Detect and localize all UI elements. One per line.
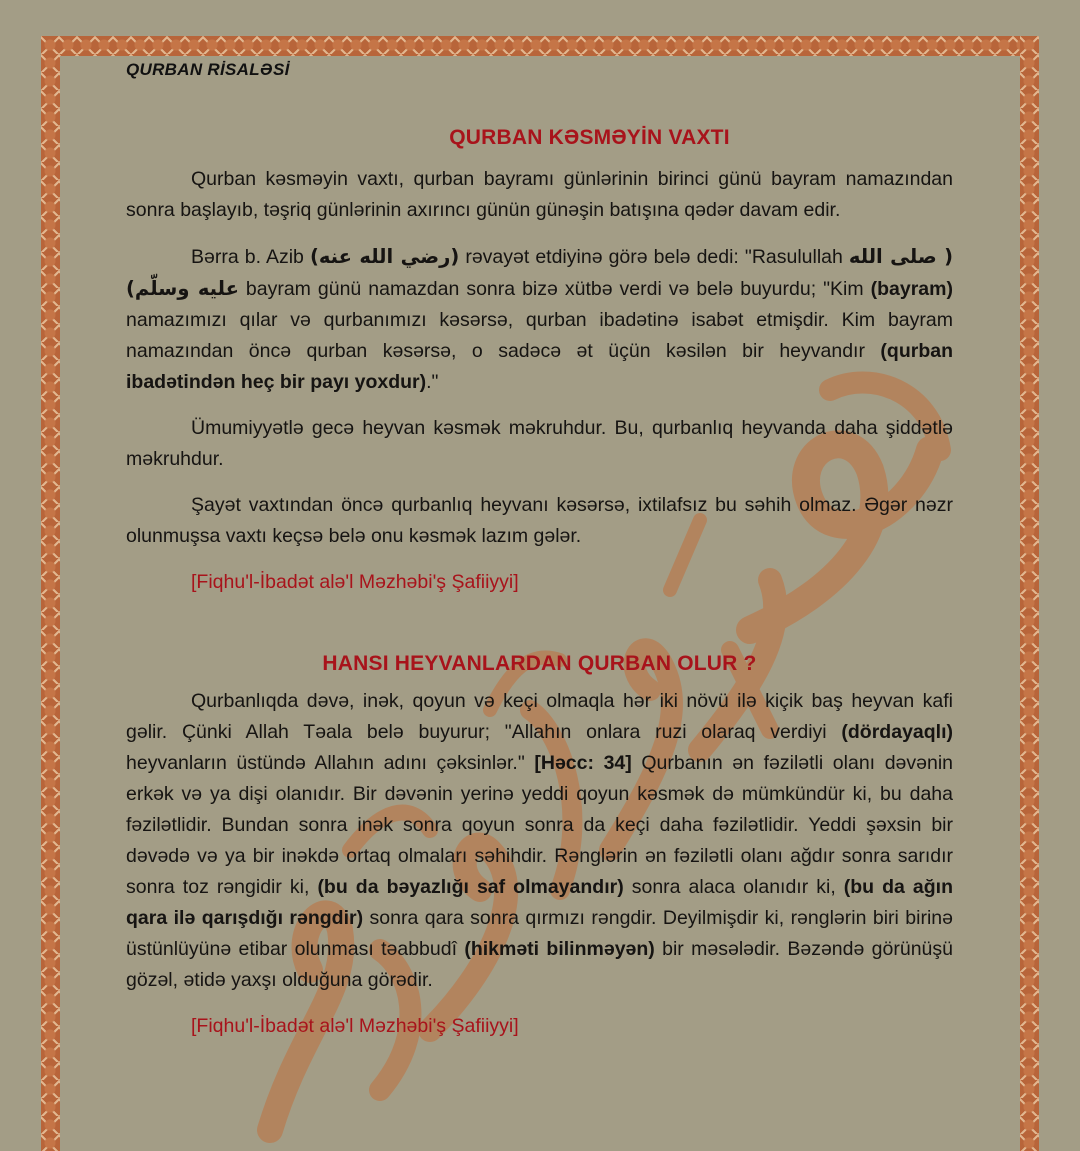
decorative-border-left <box>41 36 60 1151</box>
bold-text: (hikməti bilinməyən) <box>464 938 655 960</box>
text-run: namazımızı qılar və qurbanımızı kəsərsə, qurban ibadətinə isabət etmişdir. Kim bayram namazından öncə qurban kəsərsə, o sadəcə ət üçün kəsilən bir heyvandır <box>126 309 953 362</box>
text-run: sonra alaca olanıdır ki, <box>623 876 844 898</box>
text-run: bir məsələdir. Bəzəndə görünüşü gözəl, ətidə yaxşı olduğuna görədir. <box>126 938 953 991</box>
text-run: Bərra b. Azib <box>191 246 310 268</box>
paragraph-hadith <box>126 241 953 398</box>
paragraph: Qurban kəsməyin vaxtı, qurban bayramı günlərinin birinci günü bayram namazından sonra başlayıb, təşriq günlərinin axırıncı günün günəşin batışına qədər davam edir. <box>126 168 953 221</box>
document-body <box>126 118 953 1057</box>
source-citation: [Fiqhu'l-İbadət alə'l Məzhəbi'ş Şafiiyyi] <box>191 571 519 593</box>
text-run: Qurbanlıqda dəvə, inək, qoyun və keçi olmaqla hər iki növü ilə kiçik baş heyvan kafi gəlir. Çünki Allah Təala belə buyurur; "Allahın onlara ruzi olaraq verdiyi <box>126 690 953 743</box>
text-run: bayram günü namazdan sonra bizə xütbə verdi və belə buyurdu; "Kim <box>238 278 871 300</box>
decorative-border-right <box>1020 36 1039 1151</box>
text-run: rəvayət etdiyinə görə belə dedi: "Rasulullah <box>459 246 849 268</box>
bold-text: (bayram) <box>870 278 953 300</box>
bold-text: (dördayaqlı) <box>841 721 953 743</box>
bold-text: (qurban ibadətindən heç bir payı yoxdur) <box>126 340 953 393</box>
text-run: ." <box>426 371 439 393</box>
section-title-animals: HANSI HEYVANLARDAN QURBAN OLUR ? <box>322 652 757 675</box>
source-citation: [Fiqhu'l-İbadət alə'l Məzhəbi'ş Şafiiyyi] <box>191 1015 519 1037</box>
text-run: heyvanların üstündə Allahın adını çəksinlər." <box>126 752 535 774</box>
paragraph-animals <box>126 686 953 996</box>
arabic-salutation: ( صلى الله عليه وسلّم) <box>126 245 953 300</box>
bold-text: (bu da ağın qara ilə qarışdığı rəngdir) <box>126 876 953 929</box>
text-run: sonra qara sonra qırmızı rəngdir. Deyilmişdir ki, rənglərin biri birinə üstünlüyünə etibar olunması təabbudî <box>126 907 953 960</box>
paragraph: Şayət vaxtından öncə qurbanlıq heyvanı kəsərsə, ixtilafsız bu səhih olmaz. Əgər nəzr olunmuşsa vaxtı keçsə belə onu kəsmək lazım gələr. <box>126 494 953 547</box>
decorative-border-top <box>41 36 1039 56</box>
text-run: Qurbanın ən fəzilətli olanı dəvənin erkək və ya dişi olanıdır. Bir dəvənin yerinə yeddi qoyun kəsmək də mümkündür ki, bu daha fəzilətlidir. Bundan sonra inək sonra qoyun sonra da keçi daha fəzilətlidir. Yeddi şəxsin bir dəvədə və ya bir inəkdə ortaq olmaları səhihdir. Rənglərin ən fəzilətli olanı ağdır sonra sarıdır sonra toz rəngidir ki, <box>126 752 954 898</box>
paragraph: Ümumiyyətlə gecə heyvan kəsmək məkruhdur. Bu, qurbanlıq heyvanda daha şiddətlə məkruhdur. <box>126 417 953 470</box>
running-header: QURBAN RİSALƏSİ <box>126 60 290 79</box>
quran-reference: [Həcc: 34] <box>534 752 632 774</box>
bold-text: (bu da bəyazlığı saf olmayandır) <box>317 876 624 898</box>
arabic-honorific: (رضي الله عنه) <box>309 245 460 268</box>
section-title-slaughter-time: QURBAN KƏSMƏYİN VAXTI <box>449 126 730 149</box>
